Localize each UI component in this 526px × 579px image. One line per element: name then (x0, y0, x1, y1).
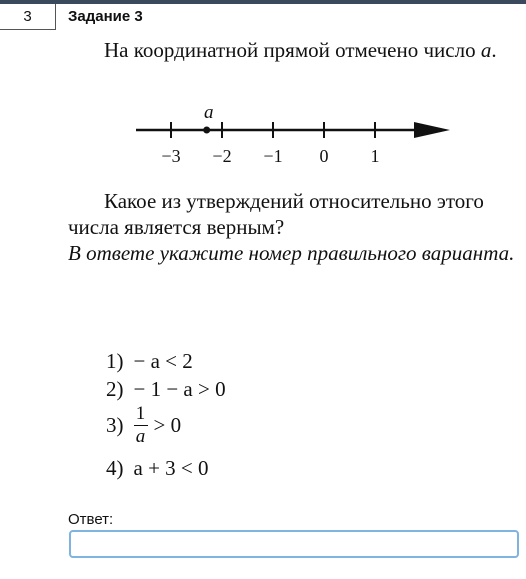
question: Какое из утверждений относительно этого числа является верным? (68, 189, 484, 239)
option-number: 1) (106, 349, 124, 373)
point-label: a (203, 102, 214, 123)
option-3 (106, 405, 181, 446)
tick-label: 0 (319, 146, 329, 166)
answer-label: Ответ: (68, 511, 114, 528)
option-number: 2) (106, 377, 124, 401)
fraction-denominator: a (135, 426, 146, 447)
task-number: 3 (23, 8, 32, 25)
tick-label: −3 (161, 146, 181, 166)
question-text (68, 188, 520, 240)
tick-label: −2 (212, 146, 232, 166)
number-line (128, 102, 458, 174)
intro-variable: a (480, 38, 492, 62)
fraction-numerator: 1 (135, 403, 146, 424)
top-bar (0, 0, 526, 4)
option-expression: − 1 − a > 0 (133, 377, 226, 401)
tick-label: 1 (370, 146, 380, 166)
option-1 (106, 349, 193, 374)
task-title: Задание 3 (68, 8, 143, 25)
task-number-box (0, 4, 56, 30)
option-4 (106, 456, 209, 481)
option-expression: > 0 (153, 413, 182, 437)
intro-end: . (491, 38, 497, 62)
intro-text (68, 37, 520, 63)
intro-start: На координатной прямой отмечено число (104, 38, 481, 62)
tick-label: −1 (263, 146, 283, 166)
option-expression: a + 3 < 0 (133, 456, 209, 480)
point-a (203, 127, 210, 134)
answer-input[interactable] (69, 530, 519, 558)
option-2 (106, 377, 226, 402)
option-fraction (134, 405, 148, 446)
option-number: 4) (106, 456, 124, 480)
option-expression: − a < 2 (133, 349, 193, 373)
arrow-head (414, 122, 450, 138)
instruction-text: В ответе укажите номер правильного варианта. (68, 241, 515, 265)
option-number: 3) (106, 413, 124, 437)
